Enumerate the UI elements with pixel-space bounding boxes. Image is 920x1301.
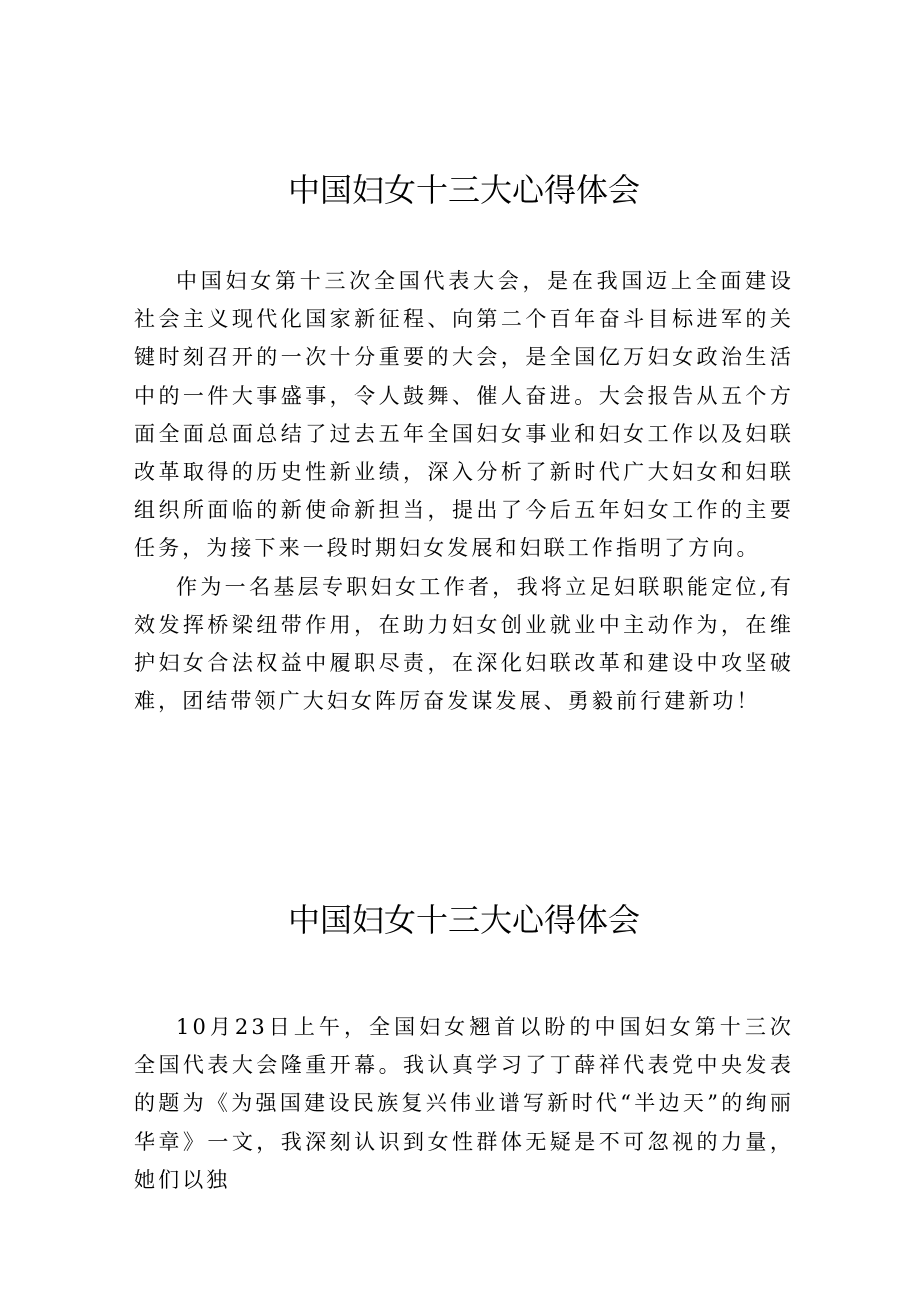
article-title: 中国妇女十三大心得体会 bbox=[287, 171, 640, 209]
article-paragraph: 10月23日上午，全国妇女翘首以盼的中国妇女第十三次全国代表大会隆重开幕。我认真学习了丁薛祥代表党中央发表的题为《为强国建设民族复兴伟业谱写新时代“半边天”的绚丽华章》一文，我深刻认识到女性群体无疑是不可忽视的力量，她们以独 bbox=[134, 1015, 794, 1192]
article-section-1 bbox=[134, 168, 794, 720]
article-title: 中国妇女十三大心得体会 bbox=[287, 901, 640, 939]
article-paragraph: 中国妇女第十三次全国代表大会，是在我国迈上全面建设社会主义现代化国家新征程、向第二个百年奋斗目标进军的关键时刻召开的一次十分重要的大会，是全国亿万妇女政治生活中的一件大事盛事，令人鼓舞、催人奋进。大会报告从五个方面全面总面总结了过去五年全国妇女事业和妇女工作以及妇联改革取得的历史性新业绩，深入分析了新时代广大妇女和妇联组织所面临的新使命新担当，提出了今后五年妇女工作的主要任务，为接下来一段时期妇女发展和妇联工作指明了方向。 bbox=[134, 269, 794, 561]
article-paragraph: 作为一名基层专职妇女工作者，我将立足妇联职能定位,有效发挥桥梁纽带作用，在助力妇女创业就业中主动作为，在维护妇女合法权益中履职尽责，在深化妇联改革和建设中攻坚破难，团结带领广大妇女阵厉奋发谋发展、勇毅前行建新功！ bbox=[134, 574, 794, 714]
article-section-2 bbox=[134, 898, 794, 1199]
